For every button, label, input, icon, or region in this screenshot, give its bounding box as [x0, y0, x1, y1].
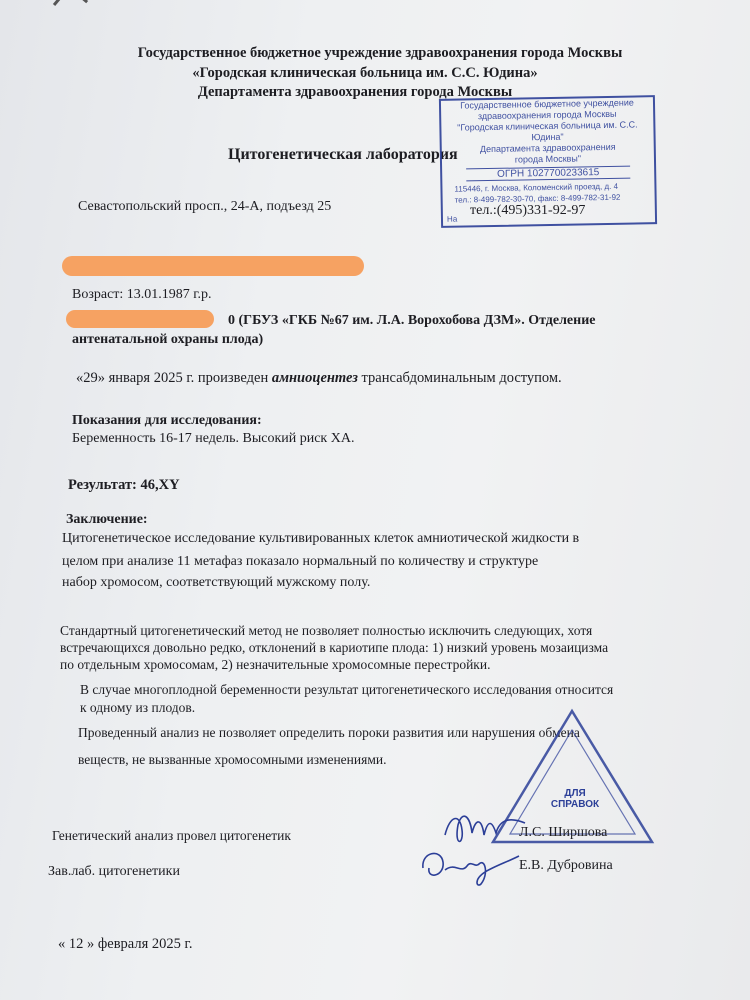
procedure-prefix: «29» января 2025 г. произведен [76, 370, 272, 386]
stamp-line-1: Государственное бюджетное учреждение [460, 97, 634, 111]
triangle-stamp-line-1: ДЛЯ [564, 788, 586, 799]
conclusion-line-3: набор хромосом, соответствующий мужскому полу. [62, 575, 371, 590]
stamp-tel: тел.: 8-499-782-30-70, факс: 8-499-782-31-92 [454, 192, 621, 205]
stamp-line-2: здравоохранения города Москвы [477, 108, 617, 122]
conclusion-heading: Заключение: [66, 512, 148, 527]
lab-head-signature [415, 840, 525, 890]
geneticist-label: Генетический анализ провел цитогенетик [52, 828, 291, 843]
redaction-mark-referral [66, 310, 214, 328]
result-karyotype: Результат: 46,XY [68, 477, 180, 493]
conclusion-line-1: Цитогенетическое исследование культивированных клеток амниотической жидкости в [62, 531, 580, 546]
disclaimer-line-2: встречающихся довольно редко, отклонений в кариотипе плода: 1) низкий уровень мозаицизма [60, 640, 609, 655]
stamp-line-3: "Городская клиническая больница им. С.С. Юдина" [457, 119, 638, 143]
referral-line-2: антенатальной охраны плода) [72, 332, 264, 347]
lab-head-label: Зав.лаб. цитогенетики [48, 864, 180, 879]
multiple-pregnancy-line-1: В случае многоплодной беременности результат цитогенетического исследования относится [80, 682, 614, 697]
pen-mark [53, 0, 88, 20]
patient-age: Возраст: 13.01.1987 г.р. [72, 287, 212, 302]
procedure-method: амниоцентез [271, 370, 358, 386]
triangle-stamp-line-2: СПРАВОК [550, 799, 600, 810]
header-line-1: Государственное бюджетное учреждение здравоохранения города Москвы [137, 45, 623, 61]
redaction-mark-name [62, 256, 364, 276]
conclusion-line-2: целом при анализе 11 метафаз показало нормальный по количеству и структуре [62, 554, 539, 569]
stamp-ogrn: ОГРН 1027700233615 [466, 166, 630, 182]
lab-phone: тел.:(495)331-92-97 [470, 203, 586, 218]
triangle-stamp-text [540, 788, 610, 810]
multiple-pregnancy-line-2: к одному из плодов. [80, 700, 196, 715]
header-line-2: «Городская клиническая больница им. С.С. Юдина» [192, 65, 538, 81]
indications-heading: Показания для исследования: [72, 413, 262, 428]
header-line-3: Департамента здравоохранения города Москвы [197, 84, 513, 100]
stamp-line-5: города Москвы" [514, 153, 582, 165]
indications-text: Беременность 16-17 недель. Высокий риск ХА. [72, 431, 355, 446]
procedure-line [76, 370, 562, 387]
stamp-address: 115446, г. Москва, Коломенский проезд, д. 4 [454, 181, 619, 194]
lab-head-name: Е.В. Дубровина [519, 858, 613, 873]
disclaimer-line-3: по отдельным хромосомам, 2) незначительные хромосомные перестройки. [60, 657, 491, 672]
disclaimer-line-1: Стандартный цитогенетический метод не позволяет полностью исключить следующих, хотя [60, 623, 593, 638]
stamp-line-4: Департамента здравоохранения [479, 141, 616, 155]
analysis-note-line-2: веществ, не вызванные хромосомными изменениями. [78, 752, 387, 767]
procedure-suffix: трансабдоминальным доступом. [357, 370, 562, 386]
referral-line-1: 0 (ГБУЗ «ГКБ №67 им. Л.А. Ворохобова ДЗМ». Отделение [228, 313, 596, 328]
geneticist-name: Л.С. Ширшова [519, 825, 608, 840]
document-date: « 12 » февраля 2025 г. [58, 936, 193, 952]
lab-address: Севастопольский просп., 24-А, подъезд 25 [78, 199, 332, 214]
lab-title: Цитогенетическая лаборатория [228, 146, 458, 163]
stamp-na: На [446, 214, 458, 224]
analysis-note-line-1: Проведенный анализ не позволяет определить пороки развития или нарушения обмена [78, 725, 580, 740]
